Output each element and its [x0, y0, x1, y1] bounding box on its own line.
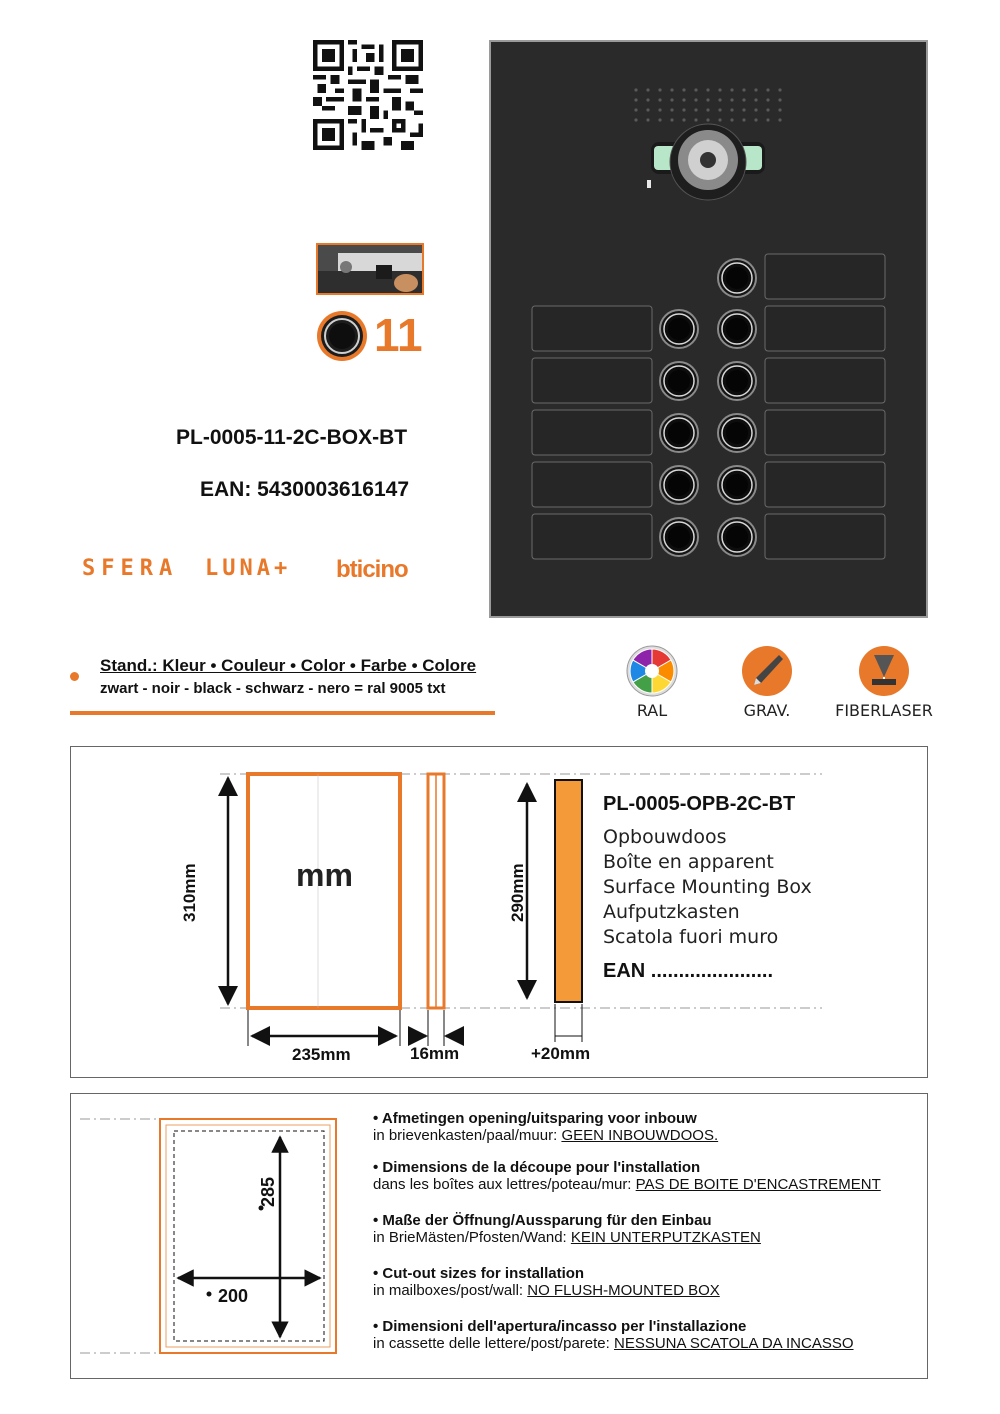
- speaker-hole: [706, 108, 709, 111]
- speaker-hole: [706, 98, 709, 101]
- speaker-hole: [658, 98, 661, 101]
- call-button: [660, 518, 698, 556]
- color-standard-value: zwart - noir - black - schwarz - nero = ral 9005 txt: [100, 680, 446, 697]
- speaker-hole: [694, 118, 697, 121]
- speaker-hole: [694, 108, 697, 111]
- instruction-text: dans les boîtes aux lettres/poteau/mur: PAS DE BOITE D'ENCASTREMENT: [373, 1176, 881, 1193]
- height-290-label: 290mm: [508, 863, 527, 922]
- name-nl: Opbouwdoos: [603, 826, 727, 848]
- brand-bticino-logo: bticino: [336, 556, 408, 583]
- speaker-hole: [646, 108, 649, 111]
- instruction-text: in BrieMästen/Pfosten/Wand: KEIN UNTERPUTZKASTEN: [373, 1229, 761, 1246]
- speaker-hole: [694, 88, 697, 91]
- speaker-hole: [730, 98, 733, 101]
- fiberlaser-label: FIBERLASER: [835, 701, 933, 720]
- speaker-hole: [634, 88, 637, 91]
- instruction-heading: • Dimensions de la découpe pour l'installation: [373, 1159, 701, 1176]
- call-button: [660, 414, 698, 452]
- instruction-note: GEEN INBOUWDOOS.: [561, 1127, 719, 1144]
- speaker-hole: [718, 108, 721, 111]
- grav-label: GRAV.: [743, 701, 791, 720]
- instruction-text: in mailboxes/post/wall: NO FLUSH-MOUNTED BOX: [373, 1282, 720, 1299]
- call-button: [718, 518, 756, 556]
- name-fr: Boîte en apparent: [603, 851, 774, 873]
- instruction-note: NO FLUSH-MOUNTED BOX: [527, 1282, 720, 1299]
- speaker-hole: [718, 88, 721, 91]
- qr-code: [313, 40, 423, 150]
- cutout-width-label: 200: [218, 1286, 249, 1306]
- name-label-slot: [532, 514, 652, 559]
- color-standard-title: Stand.: Kleur • Couleur • Color • Farbe • Colore: [100, 656, 477, 675]
- instruction-heading: • Cut-out sizes for installation: [373, 1265, 585, 1282]
- speaker-hole: [766, 88, 769, 91]
- engraving-pen-icon: [741, 645, 793, 697]
- push-button-icon: [316, 310, 368, 362]
- speaker-hole: [754, 98, 757, 101]
- speaker-hole: [766, 108, 769, 111]
- name-label-slots: [532, 254, 885, 559]
- speaker-hole: [670, 98, 673, 101]
- speaker-hole: [766, 98, 769, 101]
- call-buttons: [660, 259, 756, 556]
- cutout-height-label: 285: [258, 1176, 278, 1207]
- name-label-slot: [532, 358, 652, 403]
- speaker-hole: [730, 108, 733, 111]
- instruction-note: KEIN UNTERPUTZKASTEN: [570, 1229, 761, 1246]
- depth-16-label: 16mm: [410, 1044, 460, 1063]
- call-button: [718, 362, 756, 400]
- speaker-hole: [682, 98, 685, 101]
- call-button: [660, 362, 698, 400]
- speaker-hole: [706, 88, 709, 91]
- name-label-slot: [765, 254, 885, 299]
- name-label-slot: [532, 462, 652, 507]
- speaker-hole: [658, 88, 661, 91]
- speaker-hole: [742, 118, 745, 121]
- instruction-item: [373, 1265, 720, 1299]
- speaker-hole: [646, 88, 649, 91]
- name-label-slot: [765, 410, 885, 455]
- brand-sfera-logo: SFERA: [82, 556, 179, 581]
- speaker-hole: [670, 118, 673, 121]
- call-button: [718, 414, 756, 452]
- name-label-slot: [765, 462, 885, 507]
- speaker-hole: [670, 108, 673, 111]
- speaker-hole: [730, 88, 733, 91]
- name-label-slot: [532, 306, 652, 351]
- ral-label: RAL: [636, 701, 668, 720]
- product-ean: EAN: 5430003616147: [200, 478, 409, 501]
- speaker-hole: [682, 88, 685, 91]
- speaker-hole: [778, 88, 781, 91]
- instruction-item: [373, 1318, 854, 1352]
- intercom-panel: [489, 40, 928, 618]
- installation-photo: [316, 243, 424, 295]
- speaker-hole: [634, 108, 637, 111]
- speaker-hole: [742, 88, 745, 91]
- instruction-item: [373, 1159, 881, 1193]
- instruction-text: in brievenkasten/paal/muur: GEEN INBOUWDOOS.: [373, 1127, 719, 1144]
- speaker-hole: [646, 118, 649, 121]
- instruction-text: in cassette delle lettere/post/parete: NESSUNA SCATOLA DA INCASSO: [373, 1335, 854, 1352]
- width-235-label: 235mm: [292, 1045, 351, 1064]
- instruction-heading: • Dimensioni dell'apertura/incasso per l'installazione: [373, 1318, 747, 1335]
- call-button: [660, 310, 698, 348]
- instruction-note: NESSUNA SCATOLA DA INCASSO: [613, 1335, 854, 1352]
- speaker-hole: [718, 118, 721, 121]
- call-button: [718, 259, 756, 297]
- speaker-hole: [706, 118, 709, 121]
- speaker-hole: [730, 118, 733, 121]
- call-button: [718, 310, 756, 348]
- mounting-box-code: PL-0005-OPB-2C-BT: [603, 793, 796, 815]
- name-label-slot: [532, 410, 652, 455]
- height-310-label: 310mm: [180, 863, 199, 922]
- laser-icon: [858, 645, 910, 697]
- name-de: Aufputzkasten: [603, 901, 740, 923]
- speaker-hole: [694, 98, 697, 101]
- mounting-box-ean: EAN ......................: [603, 960, 774, 982]
- name-label-slot: [765, 514, 885, 559]
- product-code: PL-0005-11-2C-BOX-BT: [176, 426, 408, 449]
- camera-module: [647, 124, 765, 200]
- speaker-hole: [766, 118, 769, 121]
- cutout-drawing: [70, 1093, 370, 1379]
- instruction-heading: • Afmetingen opening/uitsparing voor inbouw: [373, 1110, 697, 1127]
- speaker-hole: [778, 118, 781, 121]
- divider-line: [70, 711, 495, 715]
- speaker-hole: [634, 98, 637, 101]
- name-it: Scatola fuori muro: [603, 926, 779, 948]
- instruction-item: [373, 1212, 761, 1246]
- instruction-heading: • Maße der Öffnung/Aussparung für den Einbau: [373, 1212, 712, 1229]
- speaker-hole: [778, 108, 781, 111]
- speaker-hole: [754, 118, 757, 121]
- speaker-hole: [682, 108, 685, 111]
- button-count: 11: [374, 309, 423, 361]
- speaker-hole: [742, 98, 745, 101]
- call-button: [660, 466, 698, 504]
- speaker-hole: [658, 118, 661, 121]
- speaker-hole: [718, 98, 721, 101]
- speaker-hole: [646, 98, 649, 101]
- depth-20-label: +20mm: [531, 1044, 591, 1063]
- speaker-hole: [658, 108, 661, 111]
- bullet-dot: [70, 672, 79, 681]
- call-button: [718, 466, 756, 504]
- speaker-hole: [754, 88, 757, 91]
- unit-label: mm: [296, 857, 353, 893]
- brand-luna-logo: LUNA+: [205, 556, 292, 581]
- instruction-item: [373, 1110, 718, 1144]
- speaker-hole: [742, 108, 745, 111]
- speaker-hole: [682, 118, 685, 121]
- speaker-hole: [670, 88, 673, 91]
- name-label-slot: [765, 358, 885, 403]
- color-wheel-icon: [626, 645, 678, 697]
- name-en: Surface Mounting Box: [603, 876, 812, 898]
- speaker-hole: [754, 108, 757, 111]
- speaker-grille: [634, 88, 781, 121]
- speaker-hole: [634, 118, 637, 121]
- speaker-hole: [778, 98, 781, 101]
- name-label-slot: [765, 306, 885, 351]
- instruction-note: PAS DE BOITE D'ENCASTREMENT: [635, 1176, 881, 1193]
